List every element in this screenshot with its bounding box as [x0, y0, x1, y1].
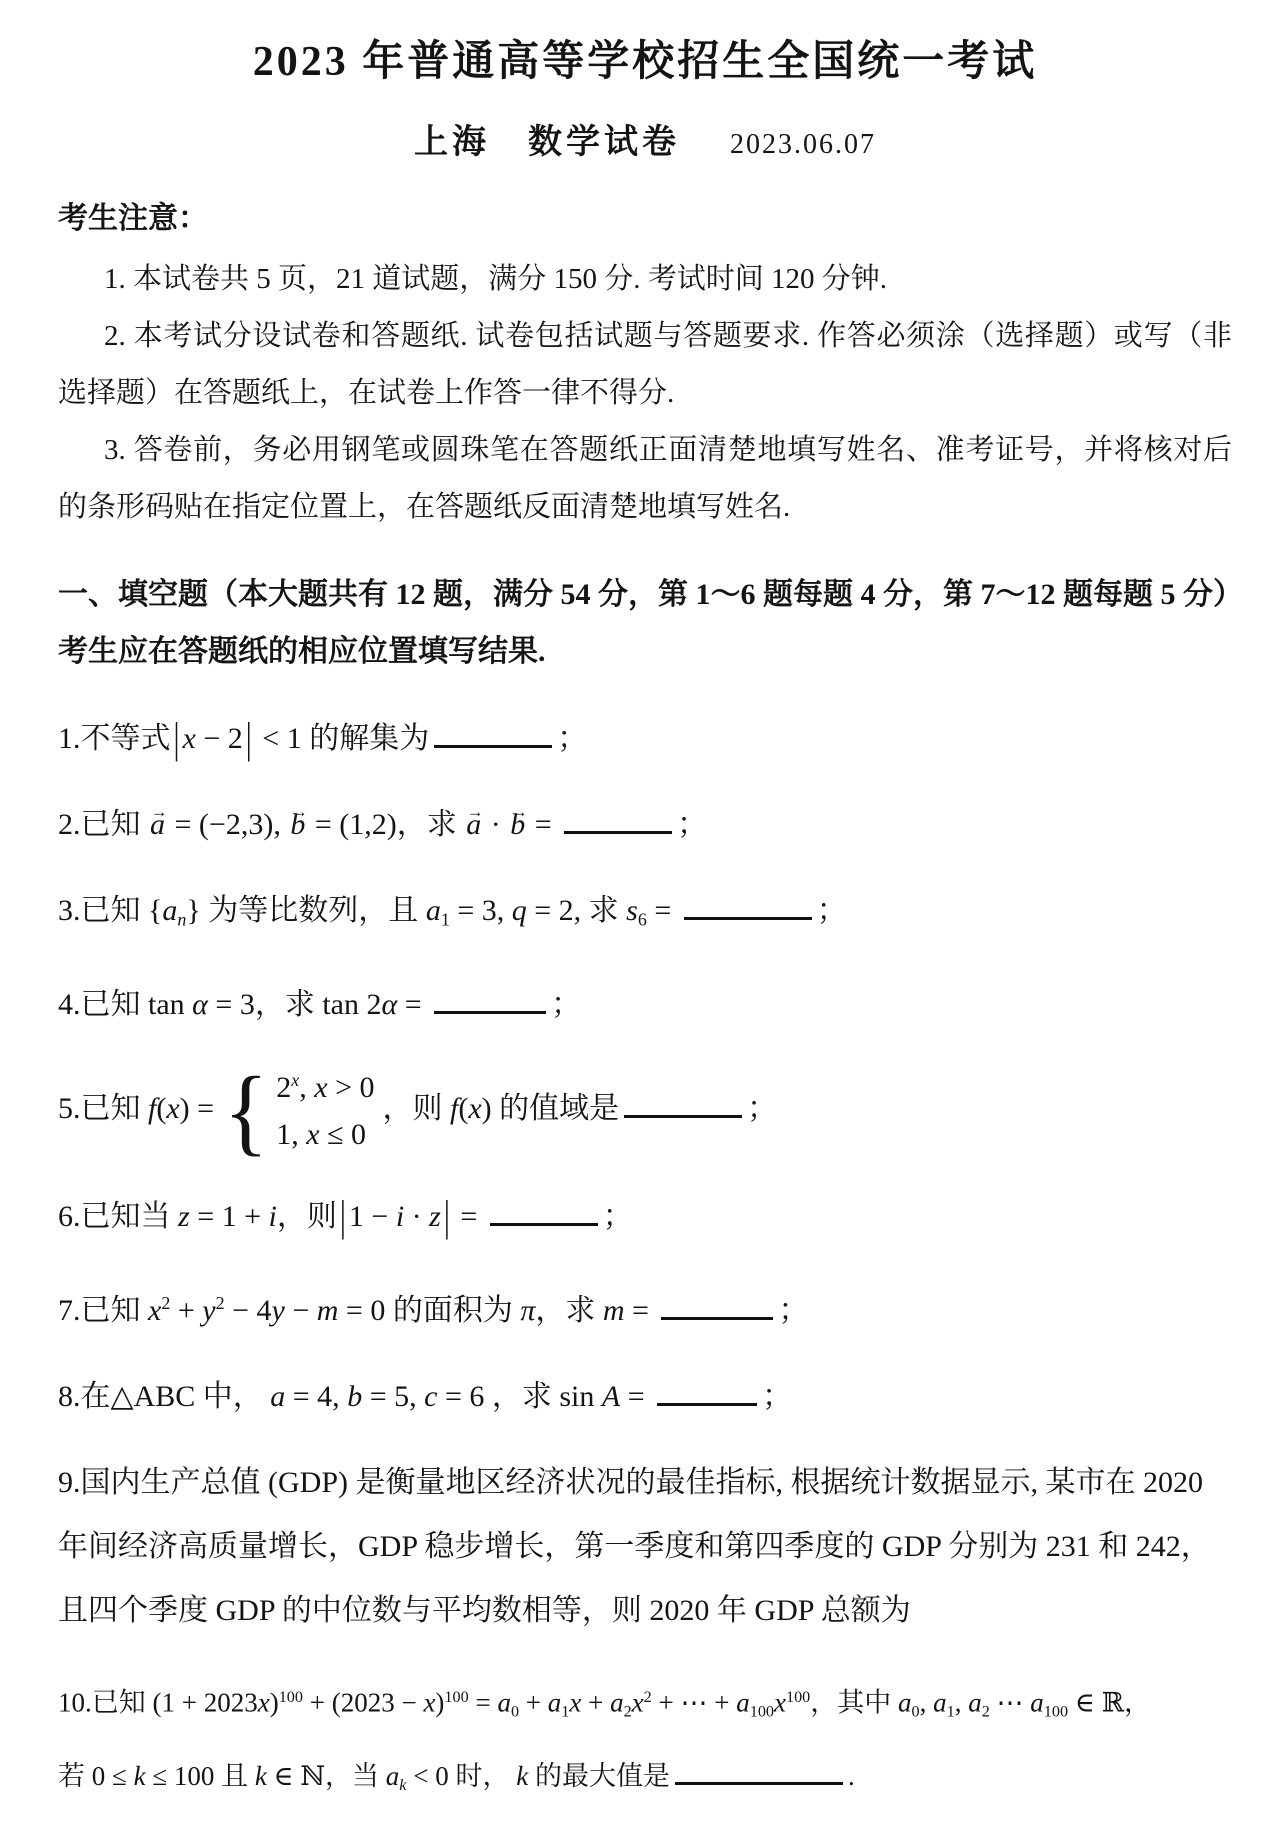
math-seg-vec: → a	[466, 804, 481, 846]
math-seg-it: α	[192, 988, 208, 1022]
math-seg-txt: (	[156, 1092, 167, 1126]
math-seg-txt: (	[458, 1092, 469, 1126]
math-seg-sub: 1	[561, 1702, 570, 1721]
notice-item: 3. 答卷前，务必用钢笔或圆珠笔在答题纸正面清楚地填写姓名、准考证号，并将核对后的条形码贴在指定位置上，在答题纸反面清楚地填写姓名.	[58, 434, 1232, 523]
math-seg-txt: +	[170, 1293, 203, 1327]
math-seg-it: x	[148, 1293, 162, 1327]
math-seg-txt: ；	[551, 988, 582, 1022]
question-8	[58, 1376, 1232, 1418]
left-brace-icon: {	[223, 1057, 269, 1166]
answer-blank	[434, 739, 552, 748]
math-seg-txt: +	[581, 1687, 611, 1718]
math-seg-txt: )	[269, 1687, 279, 1718]
math-seg-sup: 100	[444, 1687, 469, 1706]
notice-item: 2. 本考试分设试卷和答题纸. 试卷包括试题与答题要求. 作答必须涂（选择题）或写（非选择题）在答题纸上，在试卷上作答一律不得分.	[58, 320, 1232, 409]
math-seg-txt: ；	[602, 1200, 633, 1234]
question-4	[58, 984, 1232, 1026]
answer-blank	[624, 1109, 742, 1118]
math-seg-txt: ；	[677, 808, 708, 841]
math-seg-vec: → a	[150, 804, 165, 846]
math-seg-txt: 3.已知 {	[58, 894, 163, 927]
math-seg-it: q	[511, 894, 527, 927]
question-line	[58, 714, 1232, 763]
math-seg-subi: n	[177, 909, 187, 930]
math-seg-sub: 100	[749, 1702, 774, 1721]
math-seg-it: x	[306, 1117, 320, 1151]
math-seg-txt: > 0	[327, 1071, 375, 1105]
notices-list	[58, 251, 1232, 536]
math-seg-txt: ,	[954, 1687, 969, 1718]
question-line	[58, 1590, 1232, 1632]
answer-blank	[490, 1217, 598, 1226]
math-seg-txt: = 6 ，求 sin	[437, 1379, 602, 1413]
math-seg-txt: − 4	[224, 1293, 272, 1327]
math-seg-vec: → b	[290, 804, 305, 846]
math-seg-txt: ·	[483, 808, 509, 841]
math-seg-txt: =	[397, 988, 430, 1022]
question-2	[58, 804, 1232, 846]
math-seg-it: k	[516, 1760, 529, 1791]
notice-item: 1. 本试卷共 5 页，21 道试题，满分 150 分. 考试时间 120 分钟.	[104, 263, 888, 295]
math-seg-it: x	[182, 722, 196, 755]
question-3	[58, 890, 1232, 940]
math-seg-sup: 100	[785, 1687, 811, 1706]
math-seg-txt: ，其中	[810, 1687, 899, 1718]
exam-date: 2023.06.07	[730, 129, 876, 160]
math-seg-txt: 2	[276, 1071, 292, 1105]
math-seg-txt: = 0 的面积为	[338, 1293, 521, 1327]
math-seg-txt: 若 0 ≤	[58, 1760, 134, 1791]
math-seg-sub: 0	[510, 1702, 520, 1721]
question-line	[58, 1676, 1232, 1733]
notice-heading: 考生注意：	[58, 202, 208, 235]
case-row	[276, 1118, 374, 1153]
question-line	[58, 984, 1232, 1026]
math-seg-sub: 100	[1043, 1702, 1069, 1721]
math-seg-supi: x	[291, 1070, 300, 1091]
math-seg-it: x	[774, 1687, 786, 1718]
math-seg-it: x	[468, 1092, 482, 1126]
answer-blank	[684, 911, 812, 920]
math-seg-txt: 6.已知当	[58, 1200, 178, 1234]
question-line	[58, 1192, 1232, 1241]
math-seg-it: x	[569, 1687, 582, 1718]
question-line	[58, 1462, 1232, 1504]
math-seg-sup: 2	[643, 1687, 652, 1706]
question-7	[58, 1282, 1232, 1332]
math-seg-txt: ；	[816, 894, 847, 927]
math-seg-bar: |	[245, 714, 252, 763]
math-seg-sub: 0	[911, 1702, 920, 1721]
math-seg-txt: ；	[747, 1092, 778, 1126]
math-seg-txt: .	[847, 1760, 855, 1791]
math-seg-txt: ) =	[179, 1092, 222, 1126]
math-seg-txt: 1 −	[348, 1200, 396, 1234]
math-seg-txt: 1,	[276, 1117, 307, 1151]
question-line	[58, 1376, 1232, 1418]
math-seg-txt: =	[452, 1200, 485, 1234]
math-seg-sup: 2	[161, 1293, 171, 1314]
math-seg-txt: 9.国内生产总值 (GDP) 是衡量地区经济状况的最佳指标, 根据统计数据显示, 某市在 2020	[58, 1465, 1203, 1499]
math-seg-sup: 100	[278, 1687, 303, 1706]
math-seg-it: a	[736, 1687, 750, 1718]
math-seg-it: x	[166, 1092, 180, 1126]
question-line	[58, 804, 1232, 846]
math-seg-txt: = (1,2)，求	[307, 808, 465, 841]
questions-list	[58, 714, 1232, 1805]
math-seg-txt: −	[284, 1293, 317, 1327]
math-seg-it: a	[1030, 1687, 1044, 1718]
math-seg-txt: )	[435, 1687, 445, 1718]
math-seg-txt: = 5,	[362, 1379, 425, 1413]
math-seg-sup: 2	[215, 1293, 225, 1314]
math-seg-txt: < 0 时，	[406, 1760, 517, 1791]
math-seg-it: x	[257, 1687, 270, 1718]
math-seg-txt: ，求	[535, 1293, 603, 1327]
piecewise-cases	[223, 1057, 375, 1166]
math-seg-txt: ；	[778, 1293, 809, 1327]
math-seg-sub: 2	[981, 1702, 990, 1721]
math-seg-it: i	[268, 1200, 277, 1234]
math-seg-txt: 10.已知 (1 + 2023	[58, 1687, 258, 1718]
math-seg-it: x	[423, 1687, 436, 1718]
math-seg-it: a	[162, 894, 178, 927]
math-seg-txt: = 2, 求	[526, 894, 627, 927]
math-seg-txt: 8.在△ABC 中，	[58, 1379, 271, 1413]
question-line	[58, 1282, 1232, 1332]
math-seg-it: k	[133, 1760, 146, 1791]
math-seg-txt: 7.已知	[58, 1293, 148, 1327]
question-line	[58, 1057, 1232, 1166]
math-seg-it: x	[314, 1071, 328, 1105]
math-seg-txt: =	[646, 894, 679, 927]
math-seg-txt: < 1 的解集为	[254, 722, 430, 755]
question-10	[58, 1676, 1232, 1805]
answer-blank	[661, 1311, 773, 1320]
math-seg-txt: − 2	[195, 722, 243, 755]
math-seg-vec: → b	[510, 804, 525, 846]
math-seg-txt: ≤ 100 且	[145, 1760, 255, 1791]
math-seg-it: a	[968, 1687, 982, 1718]
math-seg-txt: ,	[299, 1071, 315, 1105]
answer-blank	[675, 1776, 843, 1785]
math-seg-txt: +	[519, 1687, 548, 1718]
math-seg-txt: = (−2,3),	[167, 808, 289, 841]
math-seg-txt: 且四个季度 GDP 的中位数与平均数相等，则 2020 年 GDP 总额为	[58, 1593, 911, 1627]
math-seg-it: α	[381, 988, 398, 1022]
math-seg-txt: 5.已知	[58, 1092, 148, 1126]
math-seg-it: z	[429, 1200, 441, 1234]
answer-blank	[564, 825, 672, 834]
math-seg-sub: 1	[440, 909, 450, 930]
math-seg-it: m	[602, 1293, 625, 1327]
math-seg-txt: ,	[919, 1687, 934, 1718]
question-line	[58, 1755, 1232, 1806]
question-6	[58, 1192, 1232, 1241]
math-seg-sub: 2	[623, 1702, 632, 1721]
math-seg-txt: ；	[762, 1379, 793, 1413]
math-seg-sub: 6	[637, 909, 647, 930]
math-seg-txt: =	[527, 808, 560, 841]
math-seg-txt: = 3,	[449, 894, 512, 927]
math-seg-txt: + ⋯ +	[651, 1687, 737, 1718]
math-seg-txt: ⋯	[989, 1687, 1031, 1718]
math-seg-txt: ，则	[276, 1200, 337, 1234]
answer-blank	[657, 1397, 757, 1406]
math-seg-it: a	[610, 1687, 624, 1718]
math-seg-txt: ，则	[382, 1092, 450, 1126]
math-seg-bar: |	[443, 1192, 450, 1241]
math-seg-sub: 1	[946, 1702, 955, 1721]
math-seg-txt: + (2023 −	[302, 1687, 424, 1718]
math-seg-it: x	[631, 1687, 644, 1718]
math-seg-txt: 的最大值是	[528, 1760, 670, 1791]
math-seg-it: f	[449, 1092, 459, 1126]
case-row	[276, 1070, 374, 1105]
math-seg-it: k	[254, 1760, 267, 1791]
math-seg-it: i	[395, 1200, 405, 1234]
question-9	[58, 1462, 1232, 1632]
math-seg-it: a	[425, 894, 441, 927]
math-seg-it: b	[347, 1379, 363, 1413]
math-seg-it: a	[547, 1687, 562, 1718]
math-seg-it: s	[626, 894, 638, 927]
math-seg-txt: ；	[557, 722, 588, 755]
math-seg-it: f	[148, 1092, 157, 1126]
question-line	[58, 1526, 1232, 1568]
math-seg-it: π	[520, 1293, 536, 1327]
math-seg-txt: 1.不等式	[58, 722, 171, 755]
math-seg-subi: k	[399, 1775, 407, 1794]
math-seg-it: a	[933, 1687, 947, 1718]
question-1	[58, 714, 1232, 763]
math-seg-it: y	[271, 1293, 285, 1327]
math-seg-it: a	[497, 1687, 511, 1718]
math-seg-txt: =	[468, 1687, 498, 1718]
math-seg-it: y	[202, 1293, 216, 1327]
math-seg-it: A	[601, 1379, 621, 1413]
math-seg-txt: = 4,	[285, 1379, 348, 1413]
section-note: 考生应在答题纸的相应位置填写结果.	[58, 635, 546, 668]
math-seg-txt: ·	[404, 1200, 430, 1234]
math-seg-bar: |	[339, 1192, 346, 1241]
math-seg-txt: ∈ ℕ，当	[266, 1760, 386, 1791]
question-line	[58, 890, 1232, 940]
math-seg-it: m	[316, 1293, 339, 1327]
math-seg-txt: ≤ 0	[319, 1117, 367, 1151]
exam-subtitle: 上海 数学试卷	[414, 124, 680, 161]
math-seg-txt: =	[620, 1379, 653, 1413]
math-seg-it: c	[424, 1379, 438, 1413]
math-seg-it: a	[385, 1760, 400, 1791]
math-seg-txt: = 3，求 tan 2	[207, 988, 382, 1022]
exam-title: 2023 年普通高等学校招生全国统一考试	[252, 39, 1038, 85]
math-seg-it: a	[270, 1379, 286, 1413]
question-5	[58, 1057, 1232, 1166]
math-seg-bar: |	[173, 714, 180, 763]
math-seg-txt: 年间经济高质量增长，GDP 稳步增长，第一季度和第四季度的 GDP 分别为 231 和 242，	[58, 1529, 1211, 1563]
math-seg-txt: } 为等比数列，且	[186, 894, 426, 927]
section-heading: 一、填空题（本大题共有 12 题，满分 54 分，第 1～6 题每题 4 分，第 7～12 题每题 5 分）	[58, 578, 1243, 611]
math-seg-txt: ) 的值域是	[481, 1092, 620, 1126]
math-seg-txt: 2.已知	[58, 808, 148, 841]
math-seg-txt: =	[624, 1293, 657, 1327]
math-seg-txt: ∈ ℝ，	[1068, 1687, 1152, 1718]
answer-blank	[434, 1005, 546, 1014]
math-seg-it: z	[178, 1200, 190, 1234]
exam-subtitle-row	[58, 114, 1232, 163]
math-seg-txt: 4.已知 tan	[58, 988, 193, 1022]
math-seg-txt: = 1 +	[189, 1200, 269, 1234]
math-seg-it: a	[898, 1687, 912, 1718]
